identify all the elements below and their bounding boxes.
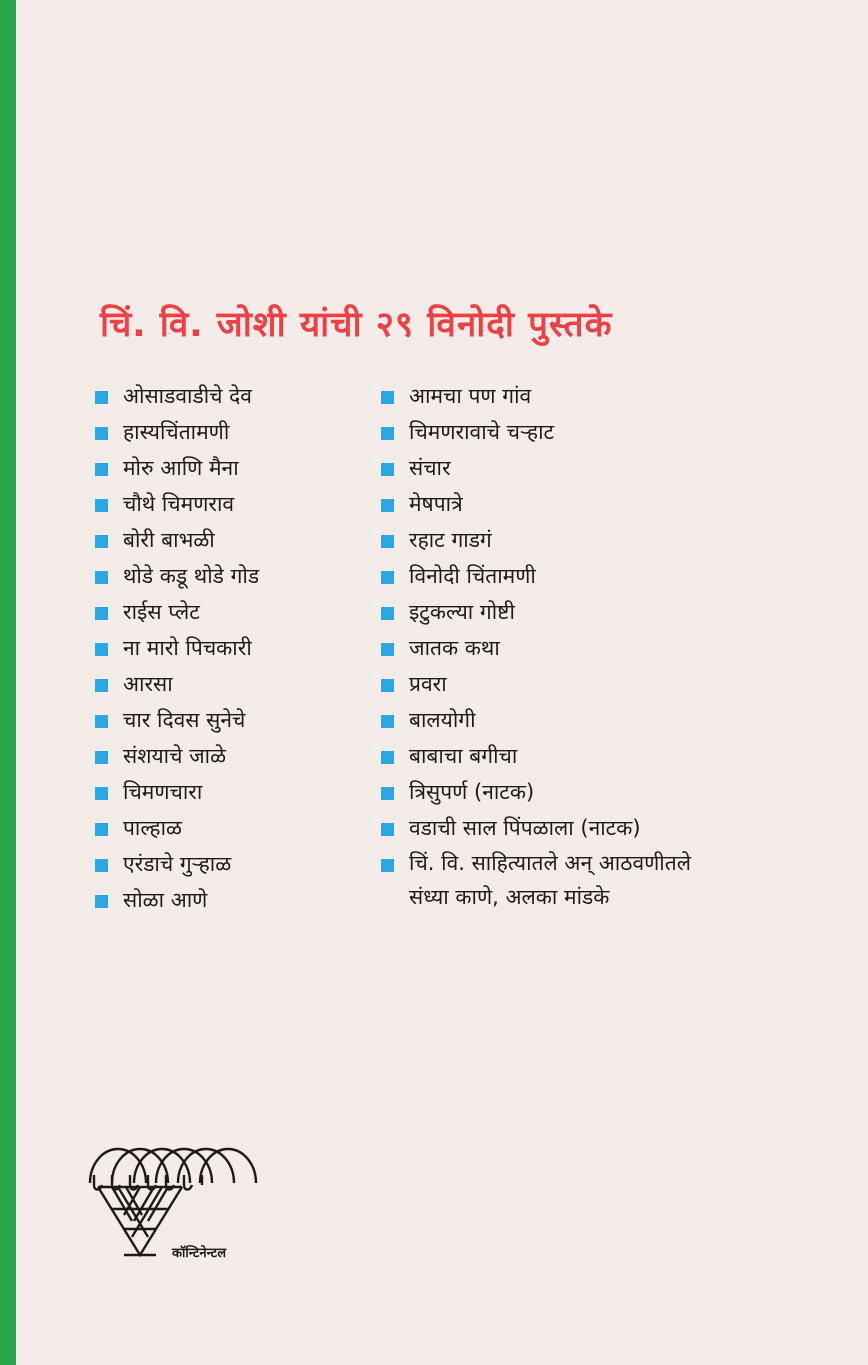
bullet-icon [95, 751, 108, 764]
list-item [381, 846, 691, 914]
list-item [95, 630, 259, 666]
book-list-left [95, 378, 259, 918]
list-item [381, 738, 691, 774]
book-title: वडाची साल पिंपळाला (नाटक) [409, 816, 641, 840]
bullet-icon [381, 823, 394, 836]
bullet-icon [95, 571, 108, 584]
list-item [381, 378, 691, 414]
book-title: बालयोगी [409, 708, 476, 732]
book-title: थोडे कडू थोडे गोड [123, 564, 260, 588]
list-item [95, 702, 259, 738]
list-item [95, 810, 259, 846]
publisher-name: कॉन्टिनेन्टल [172, 1246, 227, 1261]
bullet-icon [381, 391, 394, 404]
bullet-icon [95, 715, 108, 728]
bullet-icon [381, 679, 394, 692]
book-title: चौथे चिमणराव [123, 492, 235, 516]
list-item [381, 594, 691, 630]
bullet-icon [381, 499, 394, 512]
bullet-icon [95, 499, 108, 512]
list-item [95, 846, 259, 882]
book-title: बाबाचा बगीचा [409, 744, 518, 768]
book-title: बोरी बाभळी [123, 528, 215, 552]
bullet-icon [381, 859, 394, 872]
bullet-icon [381, 643, 394, 656]
list-item [381, 486, 691, 522]
book-title: संचार [409, 456, 451, 480]
book-title: प्रवरा [409, 672, 447, 696]
list-item [381, 630, 691, 666]
book-title: संशयाचे जाळे [123, 744, 227, 768]
bullet-icon [381, 463, 394, 476]
book-title: रहाट गाडगं [409, 528, 492, 552]
bullet-icon [95, 391, 108, 404]
bullet-icon [95, 787, 108, 800]
green-spine-strip [0, 0, 16, 1365]
book-title: राईस प्लेट [123, 600, 200, 624]
list-item [95, 558, 259, 594]
list-item [95, 414, 259, 450]
list-item [95, 450, 259, 486]
bullet-icon [95, 679, 108, 692]
list-item [381, 810, 691, 846]
book-title: इटुकल्या गोष्टी [409, 600, 515, 624]
book-title: चिं. वि. साहित्यातले अन् आठवणीतले [409, 851, 691, 875]
book-title: ओसाडवाडीचे देव [123, 384, 252, 408]
bullet-icon [381, 787, 394, 800]
list-item [381, 774, 691, 810]
bullet-icon [95, 607, 108, 620]
bullet-icon [95, 859, 108, 872]
book-list-right [381, 378, 691, 914]
book-title: चिमणचारा [123, 780, 203, 804]
list-item [95, 666, 259, 702]
bullet-icon [95, 535, 108, 548]
book-title: पाल्हाळ [123, 816, 182, 840]
bullet-icon [95, 427, 108, 440]
bullet-icon [381, 535, 394, 548]
book-title: विनोदी चिंतामणी [409, 564, 536, 588]
list-item [95, 522, 259, 558]
bullet-icon [95, 643, 108, 656]
book-title: आरसा [123, 672, 173, 696]
book-title: सोळा आणे [123, 888, 208, 912]
bullet-icon [381, 715, 394, 728]
bullet-icon [381, 751, 394, 764]
list-item [381, 702, 691, 738]
bullet-icon [95, 823, 108, 836]
list-item [381, 414, 691, 450]
page-title: चिं. वि. जोशी यांची २९ विनोदी पुस्तके [100, 305, 613, 345]
list-item [95, 378, 259, 414]
publisher-logo [84, 1125, 274, 1265]
book-title: एरंडाचे गुऱ्हाळ [123, 852, 232, 876]
list-item [381, 522, 691, 558]
list-item [95, 738, 259, 774]
book-title: मोरु आणि मैना [123, 456, 239, 480]
list-item [95, 774, 259, 810]
list-item [95, 882, 259, 918]
list-item [381, 558, 691, 594]
bullet-icon [95, 895, 108, 908]
book-title: त्रिसुपर्ण (नाटक) [409, 780, 535, 804]
book-title: मेषपात्रे [409, 492, 463, 516]
bullet-icon [381, 607, 394, 620]
list-item [95, 486, 259, 522]
book-title: जातक कथा [409, 636, 500, 660]
list-item [381, 450, 691, 486]
book-title: ना मारो पिचकारी [123, 636, 252, 660]
bullet-icon [381, 427, 394, 440]
bullet-icon [381, 571, 394, 584]
book-authors: संध्या काणे, अलका मांडके [409, 885, 610, 909]
list-item [95, 594, 259, 630]
book-title: आमचा पण गांव [409, 384, 532, 408]
book-title: चिमणरावाचे चऱ्हाट [409, 420, 555, 444]
book-title: चार दिवस सुनेचे [123, 708, 246, 732]
list-item [381, 666, 691, 702]
book-title: हास्यचिंतामणी [123, 420, 230, 444]
bullet-icon [95, 463, 108, 476]
